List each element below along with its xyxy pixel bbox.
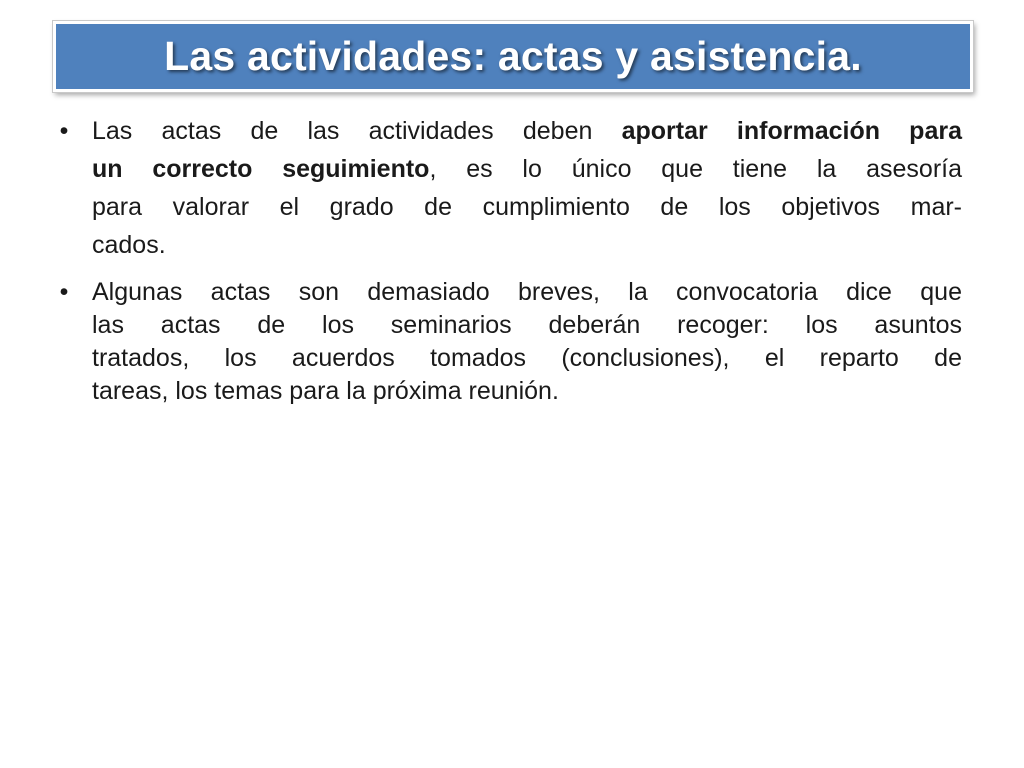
bullet-1-line-1 — [92, 112, 962, 150]
text-run: , es lo único que tiene la asesoría — [429, 155, 962, 183]
bullet-1-line-4: cados. — [92, 231, 166, 259]
bold-run: aportar información para — [621, 117, 962, 145]
slide-title: Las actividades: actas y asistencia. — [164, 33, 862, 79]
title-banner — [53, 21, 973, 92]
bullet-2-line-1: Algunas actas son demasiado breves, la convocatoria dice que — [92, 278, 962, 306]
bullet-list — [54, 112, 962, 408]
bullet-item-2 — [54, 276, 962, 408]
bullet-dot-icon: • — [59, 278, 69, 306]
bullet-2-line-3: tratados, los acuerdos tomados (conclusiones), el reparto de — [92, 344, 962, 372]
bold-run: un correcto seguimiento — [92, 155, 430, 183]
bullet-2-line-2: las actas de los seminarios deberán recoger: los asuntos — [92, 311, 962, 339]
bullet-item-1 — [54, 112, 962, 264]
bullet-2-line-4: tareas, los temas para la próxima reunión. — [92, 377, 559, 405]
bullet-1-line-3: para valorar el grado de cumplimiento de los objetivos mar- — [92, 193, 962, 221]
text-run: Las actas de las actividades deben — [92, 117, 622, 145]
bullet-1-line-2 — [92, 150, 962, 188]
bullet-dot-icon: • — [59, 117, 69, 145]
